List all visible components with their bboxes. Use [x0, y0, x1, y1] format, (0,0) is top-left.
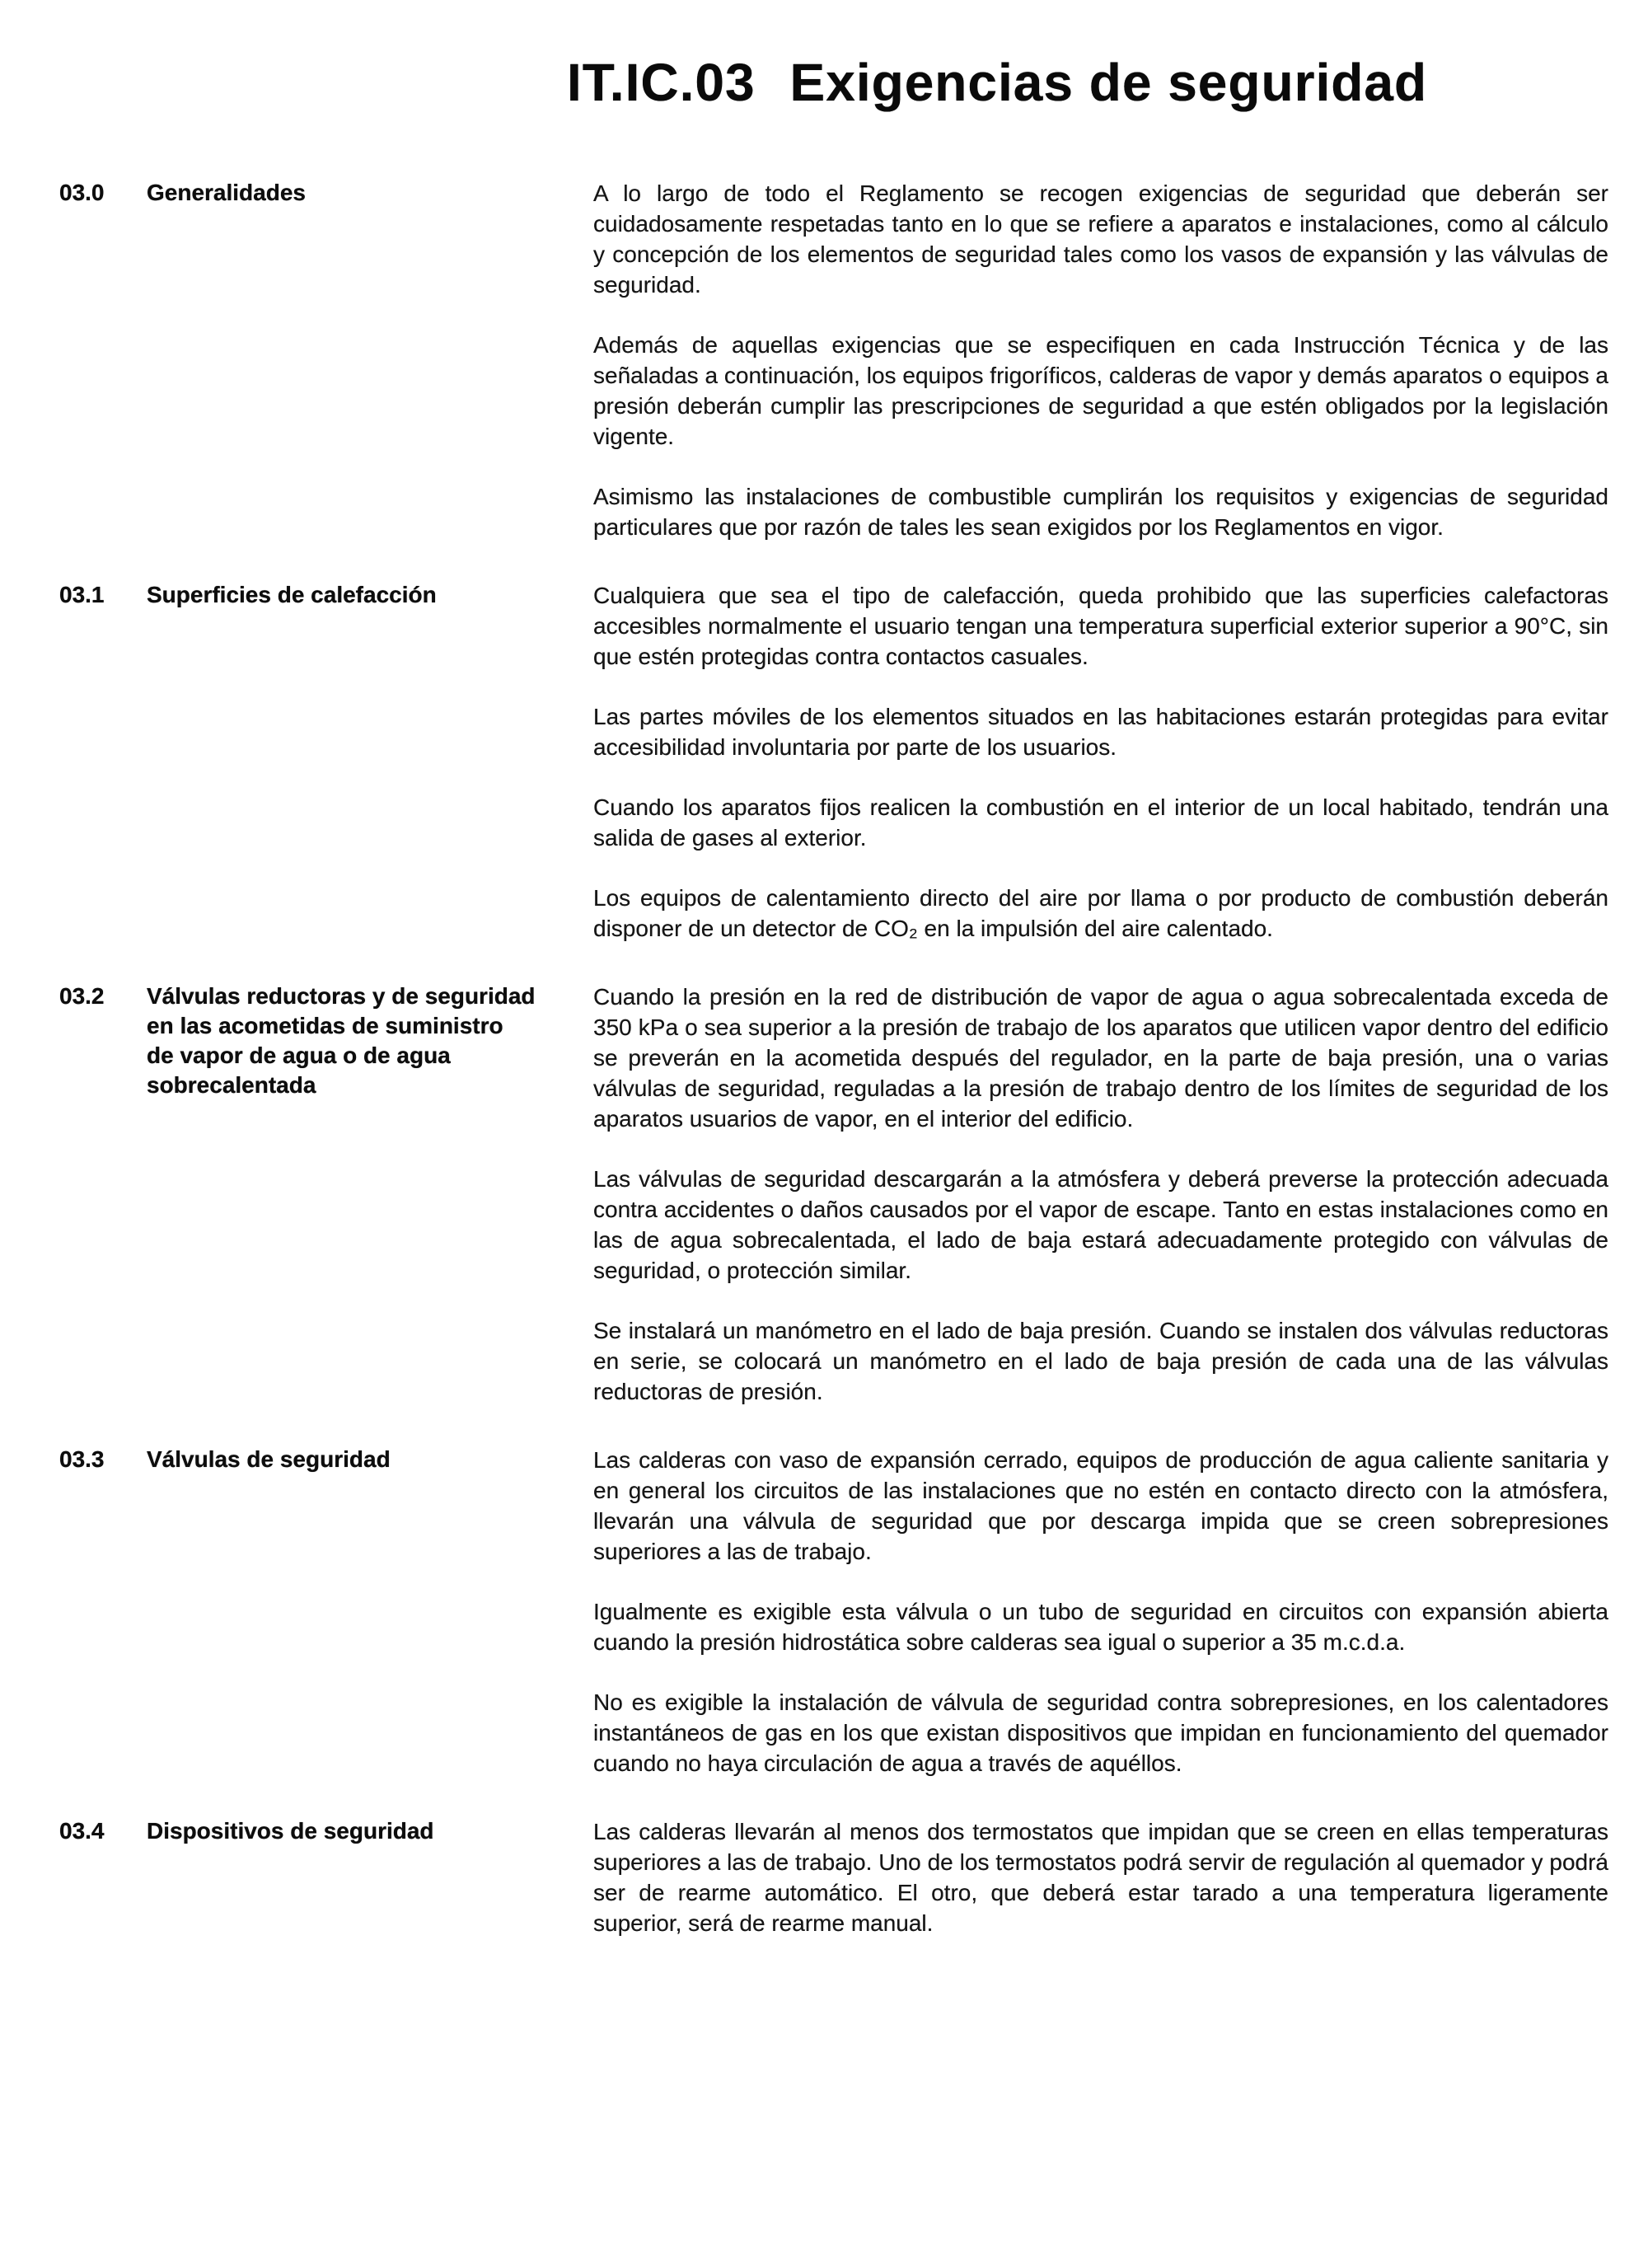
paragraph: Cuando la presión en la red de distribución de vapor de agua o agua sobrecalentada exceda de 350 kPa o sea superior a la presión de trabajo de los aparatos que utilicen vapor dentro del edificio se preverán en la acometida después del regulador, en la parte de baja presión, una o varias válvulas de seguridad, reguladas a la presión de trabajo dentro de los límites de seguridad de los aparatos usuarios de vapor, en el interior del edificio. [593, 983, 1608, 1132]
section-body [593, 1445, 1648, 1778]
section-heading [0, 982, 593, 1100]
section-03-3 [0, 1445, 1648, 1778]
page-title-code: IT.IC.03 [567, 52, 756, 112]
section-heading-text: Generalidades [147, 179, 306, 205]
section-heading [0, 1445, 593, 1474]
section-body [593, 982, 1648, 1407]
section-03-1 [0, 580, 1648, 944]
page-title [0, 47, 1648, 143]
section-number: 03.0 [59, 179, 105, 205]
paragraph: Asimismo las instalaciones de combustible cumplirán los requisitos y exigencias de seguridad particulares que por razón de tales les sean exigidos por los Reglamentos en vigor. [593, 483, 1608, 540]
section-03-2 [0, 982, 1648, 1407]
section-number: 03.3 [59, 1446, 105, 1472]
paragraph: No es exigible la instalación de válvula de seguridad contra sobrepresiones, en los calentadores instantáneos de gas en los que existan dispositivos que impidan en funcionamiento del quemador cuando no haya circulación de agua a través de aquéllos. [593, 1689, 1608, 1776]
paragraph: Los equipos de calentamiento directo del aire por llama o por producto de combustión deberán disponer de un detector de CO₂ en la impulsión del aire calentado. [593, 884, 1608, 941]
section-heading-text: Superficies de calefacción [147, 581, 437, 607]
section-heading-text: Válvulas de seguridad [147, 1446, 391, 1472]
section-heading-text: Dispositivos de seguridad [147, 1817, 434, 1844]
section-body [593, 178, 1648, 542]
section-body [593, 580, 1648, 944]
section-body [593, 1816, 1648, 1938]
section-number: 03.1 [59, 581, 105, 607]
section-03-4 [0, 1816, 1648, 1938]
paragraph: Las válvulas de seguridad descargarán a la atmósfera y deberá preverse la protección adecuada contra accidentes o daños causados por el vapor de escape. Tanto en estas instalaciones como en las de agua sobrecalentada, el lado de baja estará adecuadamente protegido con válvulas de seguridad, o protección similar. [593, 1165, 1608, 1283]
section-heading [0, 1816, 593, 1846]
section-03-0 [0, 178, 1648, 542]
paragraph: Cualquiera que sea el tipo de calefacción, queda prohibido que las superficies calefactoras accesibles normalmente el usuario tengan una temperatura superficial exterior superior a 90°C, sin que estén protegidas contra contactos casuales. [593, 582, 1608, 669]
section-heading [0, 178, 593, 208]
section-number: 03.4 [59, 1817, 105, 1844]
paragraph: Se instalará un manómetro en el lado de baja presión. Cuando se instalen dos válvulas reductoras en serie, se colocará un manómetro en el lado de baja presión de cada una de las válvulas reductoras de presión. [593, 1317, 1608, 1404]
section-heading [0, 580, 593, 610]
paragraph: A lo largo de todo el Reglamento se recogen exigencias de seguridad que deberán ser cuidadosamente respetadas tanto en lo que se refiere a aparatos e instalaciones, como al cálculo y concepción de los elementos de seguridad tales como los vasos de expansión y las válvulas de seguridad. [593, 180, 1608, 298]
paragraph: Además de aquellas exigencias que se especifiquen en cada Instrucción Técnica y de las señaladas a continuación, los equipos frigoríficos, calderas de vapor y demás aparatos o equipos a presión deberán cumplir las prescripciones de seguridad a que estén obligados por la legislación vigente. [593, 331, 1608, 449]
paragraph: Las calderas llevarán al menos dos termostatos que impidan que se creen en ellas temperaturas superiores a las de trabajo. Uno de los termostatos podrá servir de regulación al quemador y podrá ser de rearme automático. El otro, que deberá estar tarado a una temperatura ligeramente superior, será de rearme manual. [593, 1818, 1608, 1936]
page-title-text: Exigencias de seguridad [789, 52, 1428, 112]
section-number: 03.2 [59, 982, 105, 1009]
paragraph: Las partes móviles de los elementos situados en las habitaciones estarán protegidas para evitar accesibilidad involuntaria por parte de los usuarios. [593, 703, 1608, 760]
paragraph: Cuando los aparatos fijos realicen la combustión en el interior de un local habitado, tendrán una salida de gases al exterior. [593, 794, 1608, 850]
section-heading-text: Válvulas reductoras y de seguridad en las acometidas de suministro de vapor de agua o de agua sobrecalentada [147, 982, 536, 1098]
paragraph: Las calderas con vaso de expansión cerrado, equipos de producción de agua caliente sanitaria y en general los circuitos de las instalaciones que no estén en contacto directo con la atmósfera, llevarán una válvula de seguridad que por descarga impida que se creen sobrepresiones superiores a las de trabajo. [593, 1446, 1608, 1564]
paragraph: Igualmente es exigible esta válvula o un tubo de seguridad en circuitos con expansión abierta cuando la presión hidrostática sobre calderas sea igual o superior a 35 m.c.d.a. [593, 1598, 1608, 1655]
